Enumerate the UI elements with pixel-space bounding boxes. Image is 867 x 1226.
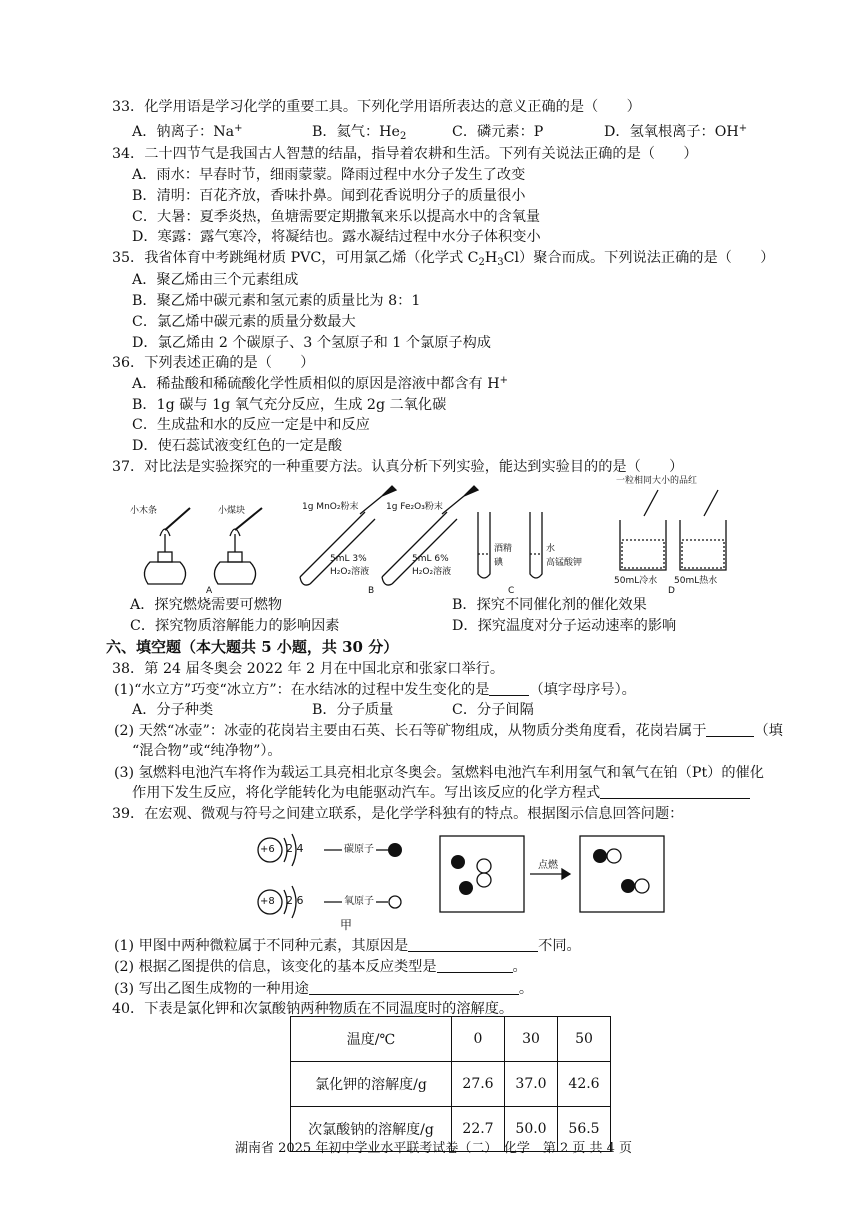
q38-part1-option-a: A．分子种类 (132, 702, 214, 718)
q33-option-a: A．钠离子：Na+ (132, 123, 243, 140)
q36-stem: 36．下列表述正确的是（ ） (112, 355, 315, 371)
q36-option-b: B．1g 碳与 1g 氧气充分反应，生成 2g 二氧化碳 (132, 397, 447, 413)
q37-label-b-right-2: H₂O₂溶液 (412, 567, 452, 577)
q34-option-c: C．大暑：夏季炎热，鱼塘需要定期撒氧来乐以提高水中的含氧量 (132, 209, 541, 225)
q33-option-d: D．氢氧根离子：OH+ (604, 123, 748, 140)
q37-label-stick: 小木条 (130, 506, 158, 516)
q37-fig-label-d: D (668, 586, 675, 596)
q39-part1: (1) 甲图中两种微粒属于不同种元素，其原因是 不同。 (114, 938, 581, 954)
q39-part2-blank[interactable] (437, 958, 513, 973)
q39-atom-diagram (240, 828, 680, 936)
q34-option-d: D．寒露：露气寒冷，将凝结也。露水凝结过程中水分子体积变小 (132, 229, 541, 245)
q37-label-fe2o3: 1g Fe₂O₃粉末 (386, 502, 443, 512)
q39-part3: (3) 写出乙图生成物的一种用途 。 (114, 981, 534, 997)
figure-jia-label: 甲 (340, 918, 353, 932)
q39-figure (240, 828, 680, 936)
page-footer: 湖南省 2025 年初中学业水平联考试卷（二） 化学 第 2 页 共 4 页 (234, 1141, 633, 1156)
table-cell: 22.7 (452, 1107, 505, 1152)
table-header-cell: 温度/℃ (291, 1017, 452, 1062)
q37-option-b: B．探究不同催化剂的催化效果 (452, 597, 647, 613)
q38-part3-blank[interactable] (600, 784, 750, 799)
q38-part2-cont: “混合物”或“纯净物”）。 (132, 743, 282, 759)
q37-fig-label-a: A (206, 586, 213, 596)
q34-option-b: B．清明：百花齐放，香味扑鼻。闻到花香说明分子的质量很小 (132, 188, 526, 204)
q38-part3-cont: 作用下发生反应，将化学能转化为电能驱动汽车。写出该反应的化学方程式 (132, 784, 750, 803)
q37-label-iodine: 碘 (494, 558, 504, 568)
q36-option-c: C．生成盐和水的反应一定是中和反应 (132, 417, 370, 433)
q37-label-cold-water: 50mL冷水 (614, 576, 658, 586)
q37-label-mno2: 1g MnO₂粉末 (302, 502, 359, 512)
q37-label-b-right-1: 5mL 6% (412, 554, 449, 564)
table-cell: 37.0 (505, 1062, 558, 1107)
q35-option-d: D．氯乙烯由 2 个碳原子、3 个氢原子和 1 个氯原子构成 (132, 335, 491, 351)
q37-option-a: A．探究燃烧需要可燃物 (130, 597, 283, 613)
table-header-cell: 30 (505, 1017, 558, 1062)
q36-option-d: D．使石蕊试液变红色的一定是酸 (132, 438, 343, 454)
q39-part2: (2) 根据乙图提供的信息，该变化的基本反应类型是 。 (114, 959, 527, 975)
q37-label-coal: 小煤块 (218, 506, 246, 516)
q33-option-c: C．磷元素：P (452, 124, 544, 140)
q37-label-water: 水 (546, 544, 556, 554)
q34-option-a: A．雨水：早春时节，细雨蒙蒙。降雨过程中水分子发生了改变 (132, 167, 526, 183)
oxygen-shells: 2 6 (286, 894, 304, 907)
q37-label-hot-water: 50mL热水 (674, 576, 718, 586)
q36-option-a: A．稀盐酸和稀硫酸化学性质相似的原因是溶液中都含有 H+ (132, 375, 509, 392)
table-row (291, 1062, 611, 1107)
table-header-cell: 0 (452, 1017, 505, 1062)
q35-option-b: B．聚乙烯中碳元素和氢元素的质量比为 8：1 (132, 293, 421, 309)
q38-part2-blank[interactable] (706, 722, 754, 737)
table-cell: 氯化钾的溶解度/g (291, 1062, 452, 1107)
q38-part1-blank[interactable] (489, 681, 529, 696)
q35-option-a: A．聚乙烯由三个元素组成 (132, 272, 299, 288)
q33-option-b: B．氦气：$He_2$ (312, 124, 407, 142)
table-cell: 27.6 (452, 1062, 505, 1107)
q37-fig-label-c: C (508, 586, 515, 596)
q37-option-c: C．探究物质溶解能力的影响因素 (130, 618, 340, 634)
table-cell: 56.5 (558, 1107, 611, 1152)
q37-experiment-figure (120, 472, 740, 597)
carbon-nucleus: +6 (260, 844, 275, 855)
solubility-table (290, 1016, 611, 1152)
q39-stem: 39．在宏观、微观与符号之间建立联系，是化学学科独有的特点。根据图示信息回答问题： (112, 806, 684, 822)
ignite-label: 点燃 (538, 860, 558, 871)
q33-stem: 33．化学用语是学习化学的重要工具。下列化学用语所表达的意义正确的是（ ） (112, 99, 641, 115)
q34-stem: 34．二十四节气是我国古人智慧的结晶，指导着农耕和生活。下列有关说法正确的是（ ） (112, 146, 698, 162)
q37-label-b-left-1: 5mL 3% (330, 554, 367, 564)
q37-fig-label-b: B (368, 586, 375, 596)
table-cell: 42.6 (558, 1062, 611, 1107)
q37-stem: 37．对比法是实验探究的一种重要方法。认真分析下列实验，能达到实验目的的是（ ） (112, 459, 684, 475)
q38-stem: 38．第 24 届冬奥会 2022 年 2 月在中国北京和张家口举行。 (112, 661, 505, 677)
q39-part3-blank[interactable] (309, 980, 519, 995)
q37-label-b-left-2: H₂O₂溶液 (330, 567, 370, 577)
q37-label-crystal: 一粒相同大小的品红 (616, 476, 698, 486)
table-header-cell: 50 (558, 1017, 611, 1062)
carbon-atom-label: 碳原子 (344, 844, 374, 855)
table-cell: 次氯酸钠的溶解度/g (291, 1107, 452, 1152)
q40-stem: 40．下表是氯化钾和次氯酸钠两种物质在不同温度时的溶解度。 (112, 1001, 514, 1017)
table-header-row (291, 1017, 611, 1062)
q38-part3: (3) 氢燃料电池汽车将作为载运工具亮相北京冬奥会。氢燃料电池汽车利用氢气和氧气在铂（Pt）的催化 (114, 765, 764, 781)
q37-label-kmno4: 高锰酸钾 (546, 558, 583, 568)
q35-option-c: C．氯乙烯中碳元素的质量分数最大 (132, 314, 356, 330)
q38-part1-option-b: B．分子质量 (312, 702, 394, 718)
q37-option-d: D．探究温度对分子运动速率的影响 (452, 618, 677, 634)
q38-part2: (2) 天然“冰壶”：冰壶的花岗岩主要由石英、长石等矿物组成，从物质分类角度看，花岗岩属于 （填 (114, 723, 783, 739)
table-cell: 50.0 (505, 1107, 558, 1152)
q37-label-alcohol: 酒精 (494, 544, 513, 554)
section-six-heading: 六、填空题（本大题共 5 小题，共 30 分） (106, 638, 399, 656)
oxygen-atom-label: 氧原子 (344, 896, 374, 907)
q39-part1-blank[interactable] (408, 937, 538, 952)
q38-part1: (1)“水立方”巧变“冰立方”：在水结冰的过程中发生变化的是 （填字母序号）。 (114, 682, 636, 698)
oxygen-nucleus: +8 (260, 896, 275, 907)
q38-part1-option-c: C．分子间隔 (452, 702, 534, 718)
carbon-shells: 2 4 (286, 842, 304, 855)
q35-stem: 35．我省体育中考跳绳材质 PVC，可用氯乙烯（化学式 $C_2H_3Cl$）聚合而成。下列说法正确的是（ ） (112, 250, 775, 268)
